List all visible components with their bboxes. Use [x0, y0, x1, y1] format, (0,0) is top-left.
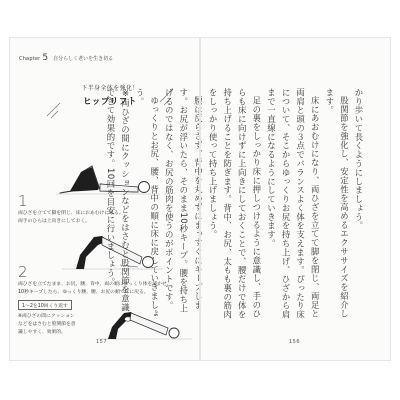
- chapter-header: [19, 53, 113, 63]
- page-number-left: 157: [96, 339, 108, 345]
- chapter-title: 自分らしく老いを生き切る: [53, 56, 114, 62]
- note-line: ※両ひざの間にクッション: [18, 314, 75, 319]
- book-gutter: [199, 38, 201, 360]
- repeat-instruction-box: 1〜2を10回くり返す: [18, 300, 72, 310]
- body-paragraph: 足の裏をしっかり床に押しつけるように意識し、手のひらも床に向けずに上向きにしておくことで、腰だけで体を持ち上げることを防ぎます。背中、お尻、太もも裏の筋肉をしっかり使って持ち上げましょう。: [208, 88, 262, 320]
- note-line: 識しやすく、効果的。: [18, 330, 66, 335]
- step2-number: 2: [18, 263, 28, 281]
- body-paragraph: かり歩いて長くようにしましょう。: [354, 88, 364, 231]
- step2-line: 両ひざを立てたまま、お尻、腰、背中、両の順にゆっくり体を浮かせ、: [18, 282, 172, 287]
- step1-number: 1: [18, 192, 28, 210]
- vertical-body-text: [103, 88, 366, 320]
- body-paragraph: 股関節を強化し、安定性を高めるエクササイズを紹介します。: [324, 88, 350, 319]
- chapter-label: Chapter: [19, 56, 41, 62]
- body-paragraph: す。お尻が浮いたら、そのまま10秒キープ。腰を持ち上げるのではなく、お尻の筋肉を使うのがポイントです。: [164, 88, 189, 314]
- section-subtitle: 下半身全体を強化！: [81, 85, 139, 92]
- body-paragraph: ゆっくりとお尻、腰、背中の順に床に戻していきましょう。: [135, 88, 160, 319]
- body-paragraph: 床にあおむけになり、両ひざを立てて脚を閉じ、両足と両肩と頭の３点でバランスよく体を支えます。ぴったり床について、そこからゆっくりお尻を持ち上げ、ひざから肩まで一直線になるようにしていきます。: [266, 88, 321, 320]
- step1-line: 両手のひらは上向きにしておく。: [18, 219, 90, 224]
- cushion-note: [18, 313, 102, 337]
- body-paragraph: ※両ひざの間にクッションなどをはさむと股関節を意識できて効果的です。10回を目安に行いましょう。: [105, 88, 131, 312]
- section-title: ヒップリフト: [82, 97, 137, 107]
- step2-line: 10秒キープしたら、ゆっくり腰、腰、お尻の順で床に戻る。: [18, 290, 149, 295]
- step1-line: 両ひざを立てて脚を閉じ、床におあむけになる。: [18, 211, 124, 216]
- page-number-right: 156: [289, 339, 301, 345]
- chapter-number: 5: [42, 53, 49, 63]
- note-line: などをはさむと股関節を意: [18, 322, 76, 327]
